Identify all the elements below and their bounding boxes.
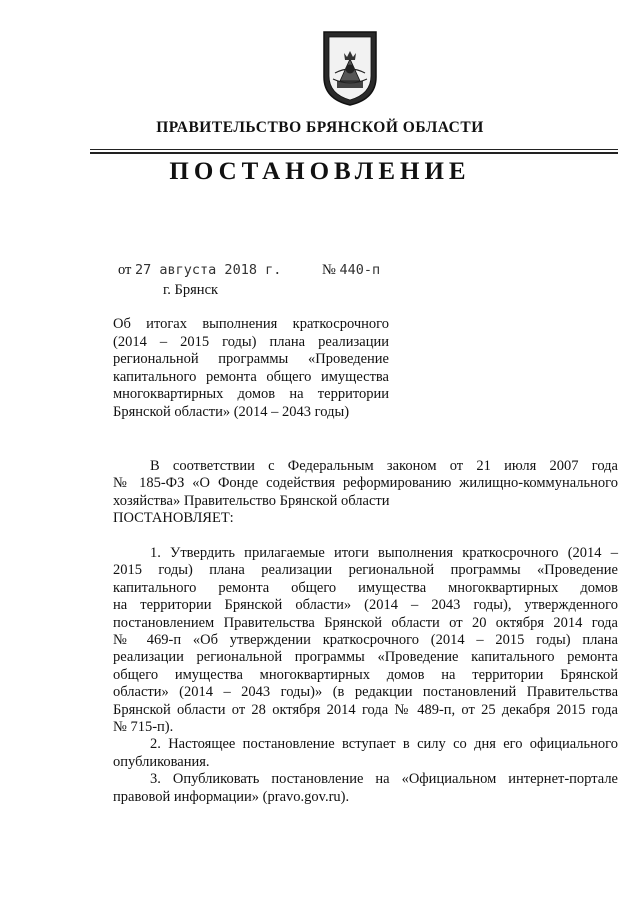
item-line: постановлением Правительства Брянской области от 20 октября 2014 года xyxy=(113,614,618,631)
item-line: № 469-п «Об утверждении краткосрочного (2014 – 2015 годы) плана xyxy=(113,632,618,649)
subject-line: Об итогах выполнения краткосрочного xyxy=(113,316,389,332)
number-value: 440-п xyxy=(339,262,381,278)
subject-line: капитального ремонта общего имущества xyxy=(113,368,389,385)
subject-line: многоквартирных домов на территории xyxy=(113,386,389,403)
item-line: 3. Опубликовать постановление на «Официальном интернет-портале xyxy=(150,771,618,788)
item-line: 1. Утвердить прилагаемые итоги выполнения краткосрочного (2014 – xyxy=(150,545,618,561)
document-city: г. Брянск xyxy=(163,282,219,298)
subject-line: (2014 – 2015 годы) плана реализации xyxy=(113,333,389,350)
header-divider-thick xyxy=(90,152,618,154)
resolution-items xyxy=(113,545,618,806)
header-divider-thin xyxy=(90,149,618,150)
date-value: 27 августа 2018 г. xyxy=(135,262,282,278)
subject-line: региональной программы «Проведение xyxy=(113,351,389,368)
item-line: правовой информации» (pravo.gov.ru). xyxy=(113,788,350,805)
preamble-line: № 185-ФЗ «О Фонде содействия реформированию жилищно-коммунального xyxy=(113,475,618,492)
item-line: Брянской области от 28 октября 2014 года № 489-п, от 25 декабря 2015 года xyxy=(113,701,618,718)
preamble xyxy=(113,458,618,528)
document-date xyxy=(118,262,281,279)
item-line: реализации региональной программы «Проведение капитального ремонта xyxy=(113,649,618,666)
item-line: 2015 годы) плана реализации региональной программы «Проведение xyxy=(113,562,618,579)
number-prefix: № xyxy=(322,262,336,278)
document-type-title: ПОСТАНОВЛЕНИЕ xyxy=(169,158,471,185)
item-line: капитального ремонта общего имущества многоквартирных домов xyxy=(113,579,618,596)
date-prefix: от xyxy=(118,262,132,278)
document-subject xyxy=(113,316,389,422)
preamble-line: ПОСТАНОВЛЯЕТ: xyxy=(113,510,234,527)
item-line: общего имущества многоквартирных домов на территории Брянской xyxy=(113,666,618,683)
item-line: 2. Настоящее постановление вступает в силу со дня его официального xyxy=(150,736,618,753)
preamble-line: В соответствии с Федеральным законом от 21 июля 2007 года xyxy=(150,458,618,474)
item-line: опубликования. xyxy=(113,753,210,770)
document-number xyxy=(322,262,380,279)
subject-line: Брянской области» (2014 – 2043 годы) xyxy=(113,403,350,420)
item-line: № 715-п). xyxy=(113,719,174,736)
item-line: области» (2014 – 2043 годы)» (в редакции постановлений Правительства xyxy=(113,684,618,701)
organization-title: ПРАВИТЕЛЬСТВО БРЯНСКОЙ ОБЛАСТИ xyxy=(156,119,484,136)
item-line: на территории Брянской области» (2014 – 2043 годы), утвержденного xyxy=(113,597,618,614)
preamble-line: хозяйства» Правительство Брянской области xyxy=(113,492,390,509)
coat-of-arms-icon xyxy=(321,29,379,107)
